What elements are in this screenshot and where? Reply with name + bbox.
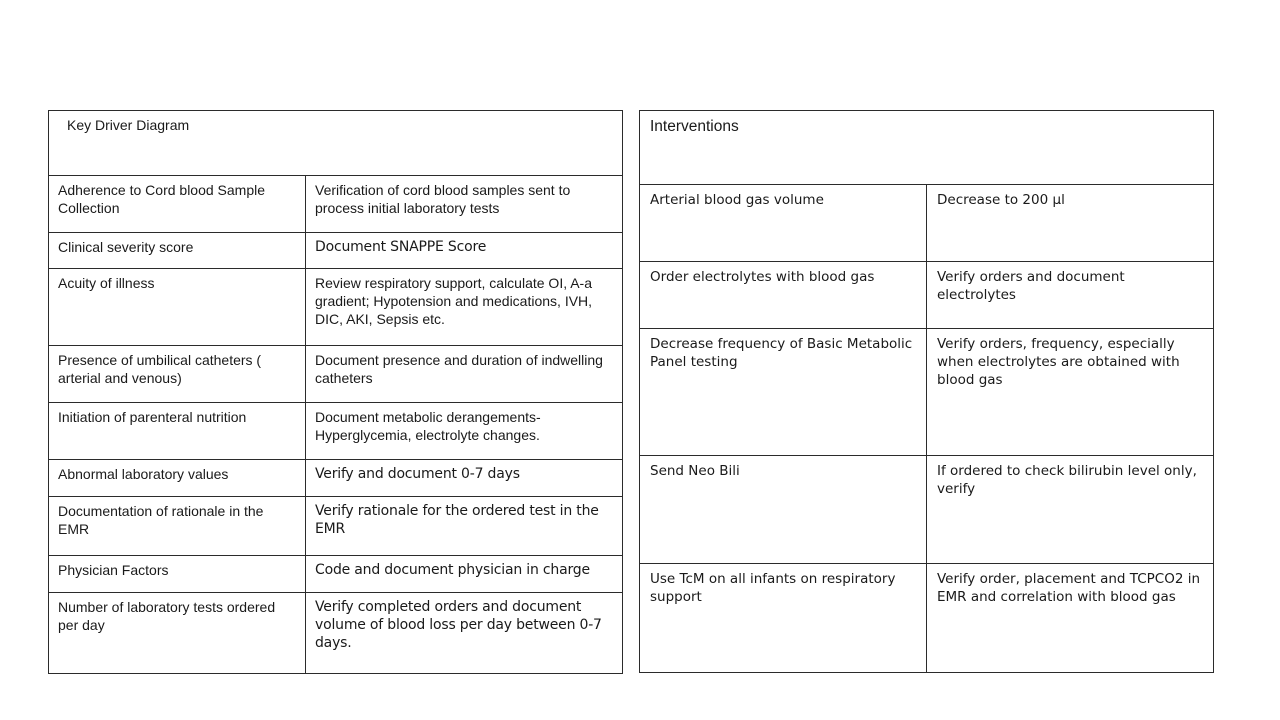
intervention-tcm: Use TcM on all infants on respiratory support [640, 564, 927, 673]
action-physician-factors: Code and document physician in charge [306, 556, 623, 593]
intervention-action-abg-volume: Decrease to 200 µl [927, 185, 1214, 262]
intervention-action-tcm: Verify order, placement and TCPCO2 in EMR and correlation with blood gas [927, 564, 1214, 673]
key-driver-title: Key Driver Diagram [49, 111, 623, 176]
action-abnormal-labs: Verify and document 0-7 days [306, 460, 623, 497]
action-parenteral-nutrition: Document metabolic derangements- Hyperglycemia, electrolyte changes. [306, 403, 623, 460]
intervention-electrolytes: Order electrolytes with blood gas [640, 262, 927, 329]
key-driver-table [48, 110, 623, 674]
driver-cord-blood: Adherence to Cord blood Sample Collection [49, 176, 306, 233]
action-severity-score: Document SNAPPE Score [306, 233, 623, 269]
intervention-neo-bili: Send Neo Bili [640, 456, 927, 564]
action-lab-tests-per-day: Verify completed orders and document volume of blood loss per day between 0-7 days. [306, 593, 623, 674]
driver-abnormal-labs: Abnormal laboratory values [49, 460, 306, 497]
driver-parenteral-nutrition: Initiation of parenteral nutrition [49, 403, 306, 460]
driver-physician-factors: Physician Factors [49, 556, 306, 593]
intervention-bmp-frequency: Decrease frequency of Basic Metabolic Panel testing [640, 329, 927, 456]
intervention-action-electrolytes: Verify orders and document electrolytes [927, 262, 1214, 329]
interventions-table [639, 110, 1214, 673]
driver-severity-score: Clinical severity score [49, 233, 306, 269]
driver-umbilical-catheters: Presence of umbilical catheters ( arterial and venous) [49, 346, 306, 403]
driver-acuity: Acuity of illness [49, 269, 306, 346]
driver-rationale: Documentation of rationale in the EMR [49, 497, 306, 556]
action-umbilical-catheters: Document presence and duration of indwelling catheters [306, 346, 623, 403]
intervention-action-bmp-frequency: Verify orders, frequency, especially when electrolytes are obtained with blood gas [927, 329, 1214, 456]
intervention-action-neo-bili: If ordered to check bilirubin level only, verify [927, 456, 1214, 564]
action-cord-blood: Verification of cord blood samples sent to process initial laboratory tests [306, 176, 623, 233]
action-rationale: Verify rationale for the ordered test in the EMR [306, 497, 623, 556]
driver-lab-tests-per-day: Number of laboratory tests ordered per day [49, 593, 306, 674]
action-acuity: Review respiratory support, calculate OI, A-a gradient; Hypotension and medications, IVH, DIC, AKI, Sepsis etc. [306, 269, 623, 346]
interventions-title: Interventions [640, 111, 1214, 185]
intervention-abg-volume: Arterial blood gas volume [640, 185, 927, 262]
